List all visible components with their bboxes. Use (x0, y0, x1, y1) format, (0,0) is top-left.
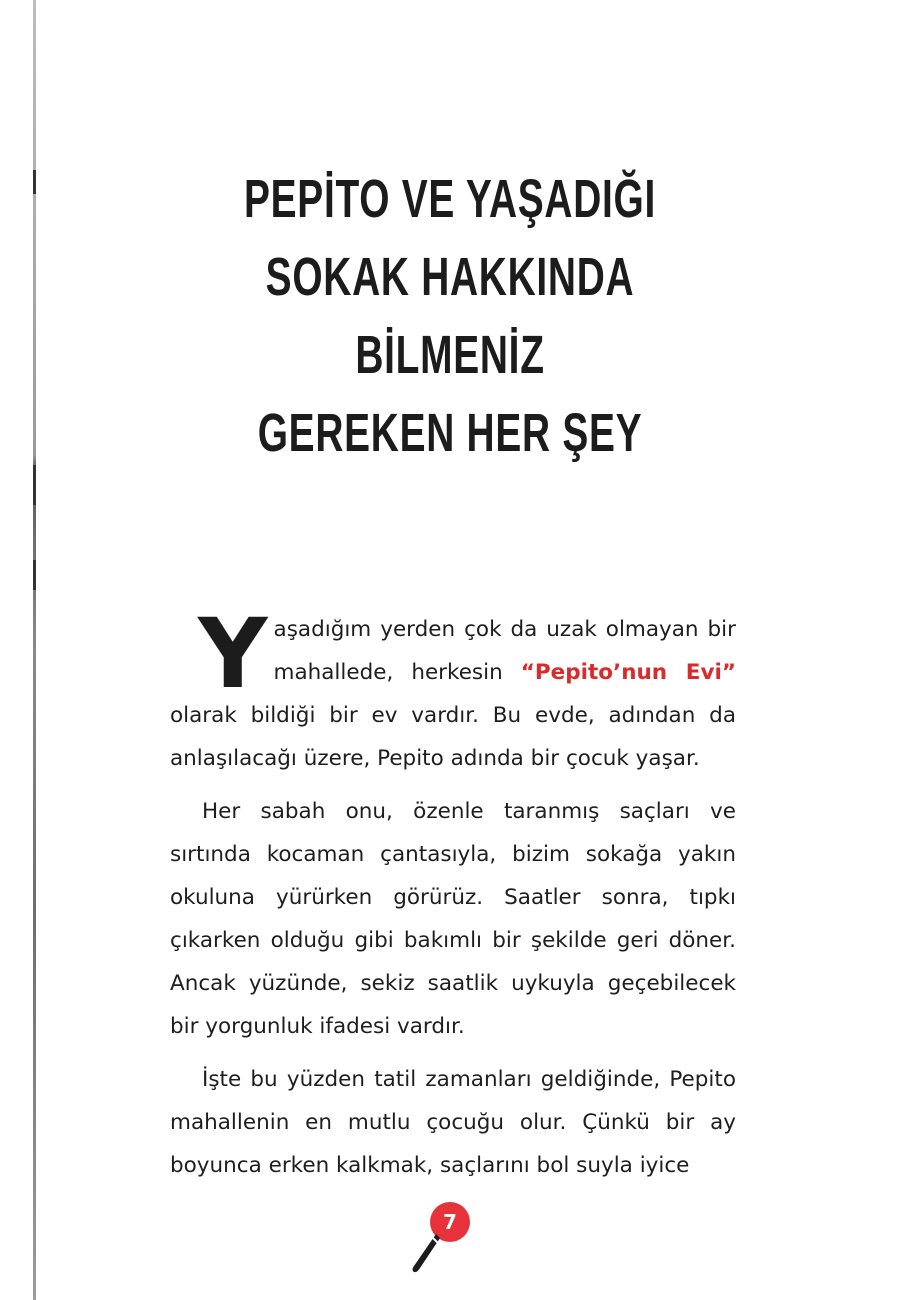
paragraph-1 (170, 598, 736, 780)
chapter-title (234, 160, 666, 472)
page-number: 7 (430, 1202, 470, 1242)
body-text (170, 598, 736, 1197)
chapter-title-line: PEPİTO VE YAŞADIĞI (244, 169, 656, 229)
chapter-title-line: GEREKEN HER ŞEY (257, 403, 643, 463)
chapter-title-line: SOKAK HAKKINDA BİLMENİZ (265, 247, 635, 385)
book-spine (0, 0, 36, 1300)
highlighted-phrase: “Pepito’nun Evi” (520, 660, 736, 685)
paragraph-1-text-end: olarak bildiği bir ev vardır. Bu evde, adından da anlaşılacağı üzere, Pepito adında bir çocuk yaşar. (170, 703, 736, 771)
paragraph-2: Her sabah onu, özenle taranmış saçları ve sırtında kocaman çantasıyla, bizim sokağa yakın okuluna yürürken görürüz. Saatler sonra, tıpkı çıkarken olduğu gibi bakımlı bir şekilde geri döner. Ancak yüzünde, sekiz saatlik uykuyla geçebilecek bir yorgunluk ifadesi vardır. (170, 799, 736, 1039)
spine-mark (33, 465, 36, 505)
paragraph-1-text: aşadığım yerden çok da uzak olmayan bir mahallede, herkesin (273, 617, 736, 685)
paragraph-3: İşte bu yüzden tatil zamanları geldiğinde, Pepito mahallenin en mutlu çocuğu olur. Çünkü bir ay boyunca erken kalkmak, saçlarını bol suyla iyice (170, 1067, 736, 1178)
spine-mark (33, 560, 36, 590)
brush-icon (412, 1232, 440, 1274)
drop-cap: Y (198, 598, 268, 710)
spine-mark (33, 170, 36, 194)
spine-edge (33, 0, 36, 1300)
